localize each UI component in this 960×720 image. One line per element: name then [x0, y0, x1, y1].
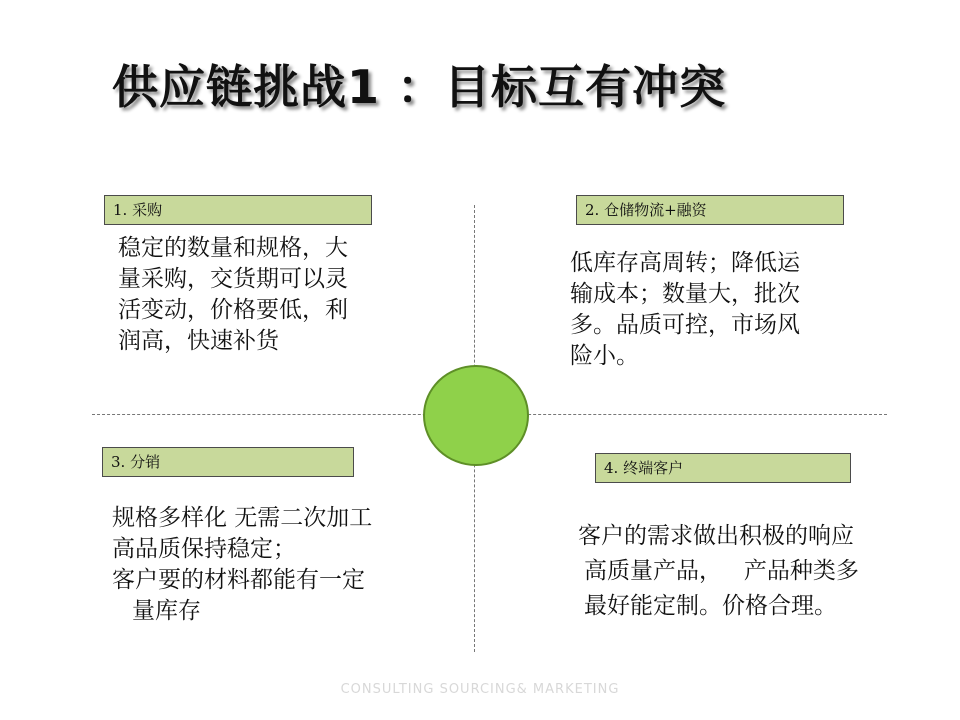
quadrant-4-label: 4. 终端客户 — [595, 453, 851, 483]
quadrant-1-label: 1. 采购 — [104, 195, 372, 225]
quadrant-2-label: 2. 仓储物流+融资 — [576, 195, 844, 225]
quadrant-1-line: 润高，快速补货 — [118, 328, 279, 354]
quadrant-1-line: 稳定的数量和规格，大 — [118, 235, 348, 261]
quadrant-2-line: 输成本；数量大，批次 — [570, 281, 800, 307]
quadrant-3-line: 客户要的材料都能有一定 — [112, 567, 365, 593]
quadrant-2-text — [570, 248, 800, 372]
footer-watermark: CONSULTING SOURCING& MARKETING — [340, 682, 620, 697]
quadrant-3-line: 规格多样化 无需二次加工 — [112, 505, 373, 531]
quadrant-2-line: 低库存高周转；降低运 — [570, 250, 800, 276]
quadrant-4-text — [578, 519, 859, 624]
quadrant-3-line: 高品质保持稳定； — [112, 536, 296, 562]
center-circle — [423, 365, 529, 466]
quadrant-1-line: 活变动，价格要低，利 — [118, 297, 348, 323]
quadrant-1-text — [118, 233, 348, 357]
quadrant-3-text — [112, 503, 372, 627]
quadrant-4-line: 高质量产品， 产品种类多 — [584, 558, 859, 584]
quadrant-2-line: 多。品质可控，市场风 — [570, 312, 800, 338]
quadrant-2-line: 险小。 — [570, 343, 639, 369]
quadrant-1-line: 量采购，交货期可以灵 — [118, 266, 348, 292]
quadrant-4-line: 最好能定制。价格合理。 — [584, 593, 837, 619]
slide-title: 供应链挑战1 ：目标互有冲突 — [112, 60, 727, 114]
quadrant-3-label: 3. 分销 — [102, 447, 354, 477]
quadrant-3-line: 量库存 — [132, 598, 201, 624]
quadrant-4-line: 客户的需求做出积极的响应 — [578, 523, 854, 549]
